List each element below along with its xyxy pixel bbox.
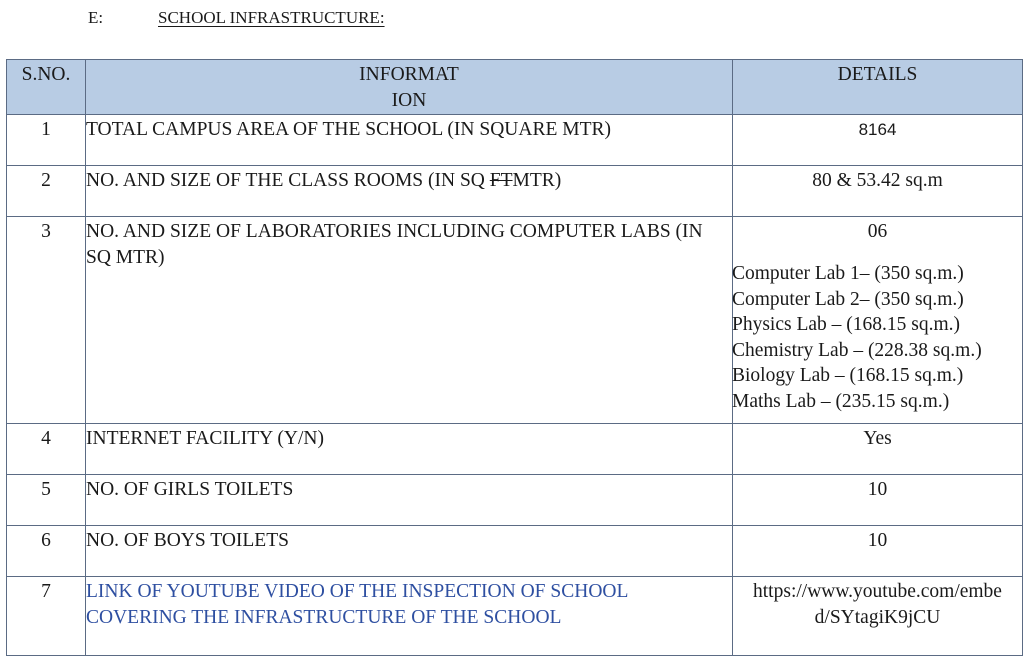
row-details: 10 (733, 475, 1023, 526)
row-sno: 4 (7, 424, 86, 475)
header-details: DETAILS (733, 60, 1023, 115)
row-sno: 5 (7, 475, 86, 526)
table-row (7, 166, 1023, 217)
row-details: 8164 (733, 115, 1023, 166)
youtube-url-line2[interactable]: d/SYtagiK9jCU (814, 607, 941, 628)
header-information-line1: INFORMAT (359, 64, 459, 85)
row-info: NO. AND SIZE OF LABORATORIES INCLUDING COMPUTER LABS (IN SQ MTR) (86, 217, 733, 424)
row-details (733, 217, 1023, 424)
lab-item: Computer Lab 2– (350 sq.m.) (732, 288, 964, 310)
youtube-link[interactable] (733, 577, 1023, 656)
row-info-line1: LINK OF YOUTUBE VIDEO OF THE INSPECTION OF SCHOOL (86, 581, 629, 602)
lab-item: Chemistry Lab – (228.38 sq.m.) (732, 339, 982, 361)
row-info: TOTAL CAMPUS AREA OF THE SCHOOL (IN SQUARE MTR) (86, 115, 733, 166)
row-info (86, 166, 733, 217)
lab-item: Biology Lab – (168.15 sq.m.) (732, 365, 964, 386)
section-letter: E: (88, 8, 104, 27)
table-body (7, 115, 1023, 656)
header-sno: S.NO. (7, 60, 86, 115)
table-header (7, 60, 1023, 115)
header-information-line2: ION (391, 90, 427, 111)
row-info-text-end: MTR) (512, 170, 562, 191)
table-row (7, 475, 1023, 526)
table-row (7, 526, 1023, 577)
row-info: NO. OF BOYS TOILETS (86, 526, 733, 577)
struck-text: FT (489, 170, 513, 191)
lab-list (732, 261, 1022, 414)
header-information (86, 60, 733, 115)
lab-count: 06 (867, 221, 888, 242)
table-row (7, 115, 1023, 166)
youtube-url-line1[interactable]: https://www.youtube.com/embe (753, 581, 1002, 602)
row-details: Yes (733, 424, 1023, 475)
row-info-line2: COVERING THE INFRASTRUCTURE OF THE SCHOOL (86, 607, 562, 628)
lab-item: Computer Lab 1– (350 sq.m.) (732, 263, 964, 284)
row-info-text: NO. AND SIZE OF THE CLASS ROOMS (IN SQ (86, 170, 490, 191)
row-details: 80 & 53.42 sq.m (733, 166, 1023, 217)
header-row (7, 60, 1023, 115)
row-sno: 7 (7, 577, 86, 656)
table-row (7, 424, 1023, 475)
lab-item: Maths Lab – (235.15 sq.m.) (732, 390, 950, 412)
table-row (7, 217, 1023, 424)
table-row (7, 577, 1023, 656)
row-sno: 1 (7, 115, 86, 166)
row-sno: 3 (7, 217, 86, 424)
row-info: INTERNET FACILITY (Y/N) (86, 424, 733, 475)
row-sno: 6 (7, 526, 86, 577)
row-info: NO. OF GIRLS TOILETS (86, 475, 733, 526)
row-details: 10 (733, 526, 1023, 577)
section-title: SCHOOL INFRASTRUCTURE: (158, 8, 385, 27)
row-sno: 2 (7, 166, 86, 217)
infrastructure-table (6, 59, 1023, 656)
row-info (86, 577, 733, 656)
lab-item: Physics Lab – (168.15 sq.m.) (732, 314, 961, 335)
